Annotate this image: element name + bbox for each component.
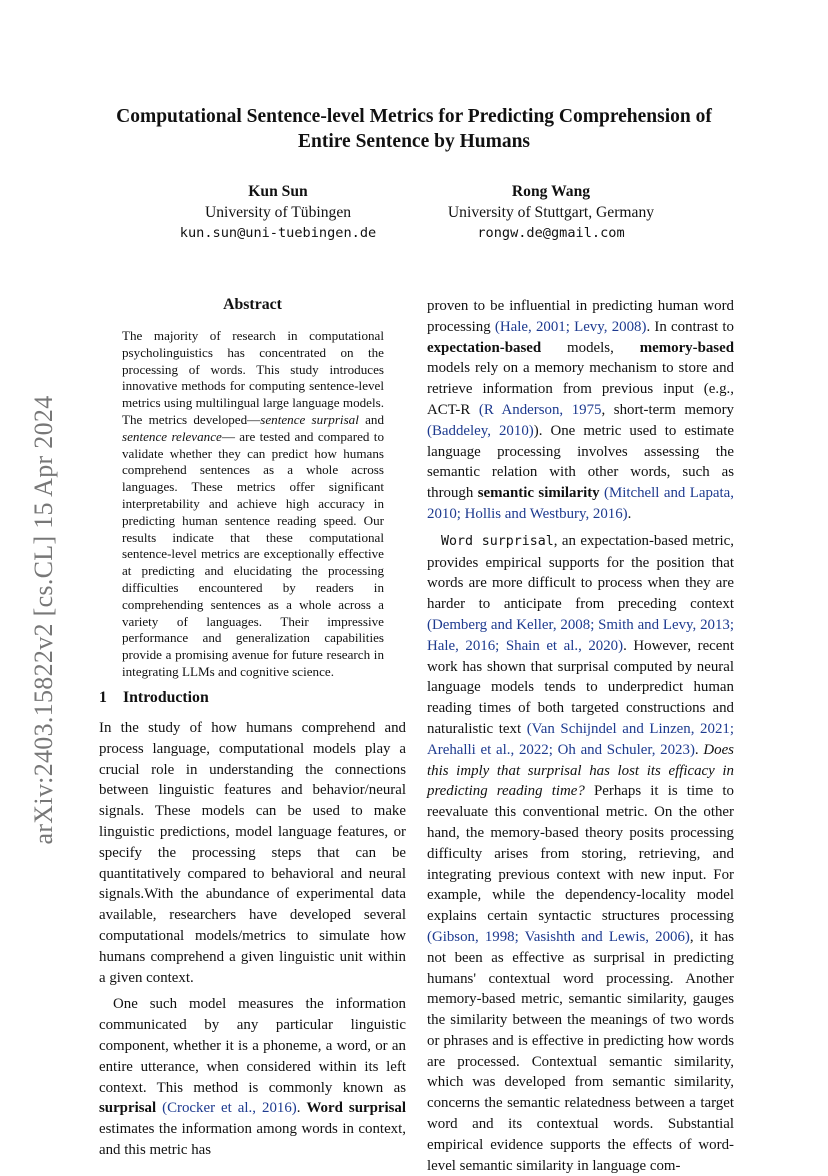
paragraph: In the study of how humans comprehend and process language, computational models play a crucial role in understanding the connections between linguistic features and behavior/neural signals. These models can be used to make linguistic predictions, model language features, or specify the processing steps that can be quantitatively compared to behavioral and neural signals.With the abundance of experimental data available, researchers have developed several computational models/metrics to simulate how humans comprehend a given linguistic unit within a given context. [99,720,406,986]
citation-link[interactable]: (Van Schijndel and Linzen, 2021; Arehalli et al., 2022; Oh and Schuler, 2023) [427,720,734,758]
text-segment: Perhaps it is time to reevaluate this conventional metric. On the other hand, the memory-based theory posits processing difficulty arises from storing, retrieving, and integrating previous context with new input. For example, while the dependency-locality model explains certain syntactic structures processing [427,783,735,925]
text-segment: . [627,505,632,522]
author-name: Kun Sun [248,183,308,200]
title-line-1: Computational Sentence-level Metrics for Predicting Comprehension of [116,106,712,127]
abstract-segment: The majority of research in computational psycholinguistics has concentrated on the processing of words. This study introduces innovative methods for computing sentence-level metrics using multilingual large language models. The metrics developed— [122,328,384,427]
text-segment: models rely on a memory mechanism to store and retrieve information from previous input (e.g., ACT-R [427,360,734,418]
citation-link[interactable]: (Demberg and Keller, 2008; Smith and Levy, 2013; Hale, 2016; Shain et al., 2020) [427,616,734,654]
citation-link[interactable]: (Mitchell and Lapata, 2010; Hollis and Westbury, 2016) [427,485,734,522]
author-email[interactable]: rongw.de@gmail.com [477,225,625,241]
arxiv-identifier [14,370,74,870]
text-segment: . However, recent work has shown that surprisal computed by neural language models tends to underpredict human reading times of both targeted constructions and naturalistic text [427,637,734,737]
left-column-body [99,718,406,1161]
paragraph [427,296,734,525]
citation-link[interactable]: (R Anderson, 1975 [478,401,602,418]
text-segment: proven to be influential in predicting human word processing [427,298,734,335]
text-segment: . In contrast to [646,318,734,335]
author-name: Rong Wang [511,183,591,200]
paragraph [99,994,406,1160]
author-block-1 [147,182,409,244]
abstract-segment: and [358,411,384,427]
paragraph [427,531,734,1176]
bold-term: surprisal [99,1100,157,1117]
abstract-emphasis: sentence relevance [122,428,222,444]
bold-term: Word surprisal [306,1100,406,1117]
text-segment: . [296,1100,307,1117]
paper-title [80,104,748,154]
abstract-emphasis: sentence surprisal [260,411,359,427]
bold-term: memory-based [639,339,734,356]
title-line-2: Entire Sentence by Humans [297,131,531,152]
text-segment: , short-term memory [601,401,734,418]
abstract-segment: — are tested and compared to validate whether they can predict how humans comprehend sentences as a whole across languages. These metrics offer significant interpretability and achieve high accuracy in predicting human sentence reading speed. Our results indicate that these computational sentence-level metrics are exceptionally effective at predicting and elucidating the processing difficulties encountered by readers in comprehending sentences as a whole across a variety of languages. Their impressive performance and generalization capabilities provide a promising avenue for future research in integrating LLMs and cognitive science. [122,428,384,679]
text-segment: , it has not been as effective as surprisal in predicting humans' contextual word processing. Another memory-based metric, semantic similarity, gauges the similarity between the meanings of two words or phrases and is effective in predicting how words are processed. Contextual semantic similarity, which was developed from semantic similarity, concerns the semantic relatedness between a target word and its contextual words. Substantial empirical evidence supports the effects of word-level semantic similarity in language com- [427,928,734,1174]
author-email[interactable]: kun.sun@uni-tuebingen.de [179,225,377,241]
text-segment: models, [541,339,640,356]
bold-term: semantic similarity [477,485,600,502]
citation-link[interactable]: (Crocker et al., 2016) [162,1100,297,1117]
right-column-body [427,296,734,1176]
citation-link[interactable]: (Baddeley, 2010) [427,422,534,439]
italic-question: Does this imply that surprisal has lost its efficacy in predicting reading time? [427,741,734,800]
citation-link[interactable]: (Gibson, 1998; Vasishth and Lewis, 2006) [427,928,690,945]
section-title: Introduction [123,689,209,706]
abstract-text [122,328,384,681]
arxiv-identifier-text: arXiv:2403.15822v2 [cs.CL] 15 Apr 2024 [29,395,58,845]
code-term: Word surprisal [441,533,554,549]
author-block-2 [412,182,690,244]
citation-link[interactable]: (Hale, 2001; Levy, 2008) [494,318,647,335]
section-heading [99,689,209,707]
abstract-heading: Abstract [223,296,282,313]
bold-term: expectation-based [427,339,542,356]
text-segment: . [694,741,704,758]
text-segment: One such model measures the information communicated by any particular linguistic component, whether it is a phoneme, a word, or an entire utterance, when considered within its left context. This method is commonly known as [99,996,406,1096]
text-segment: ). One metric used to estimate language processing involves assessing the semantic relation with other words, such as through [427,422,734,502]
author-affiliation: University of Stuttgart, Germany [447,203,655,221]
section-number: 1 [99,689,107,706]
text-segment: estimates the information among words in context, and this metric has [99,1121,406,1158]
author-affiliation: University of Tübingen [204,203,352,221]
text-segment: , an expectation-based metric, provides empirical supports for the position that words are more difficult to process when they are harder to anticipate from preceding context [427,532,734,613]
